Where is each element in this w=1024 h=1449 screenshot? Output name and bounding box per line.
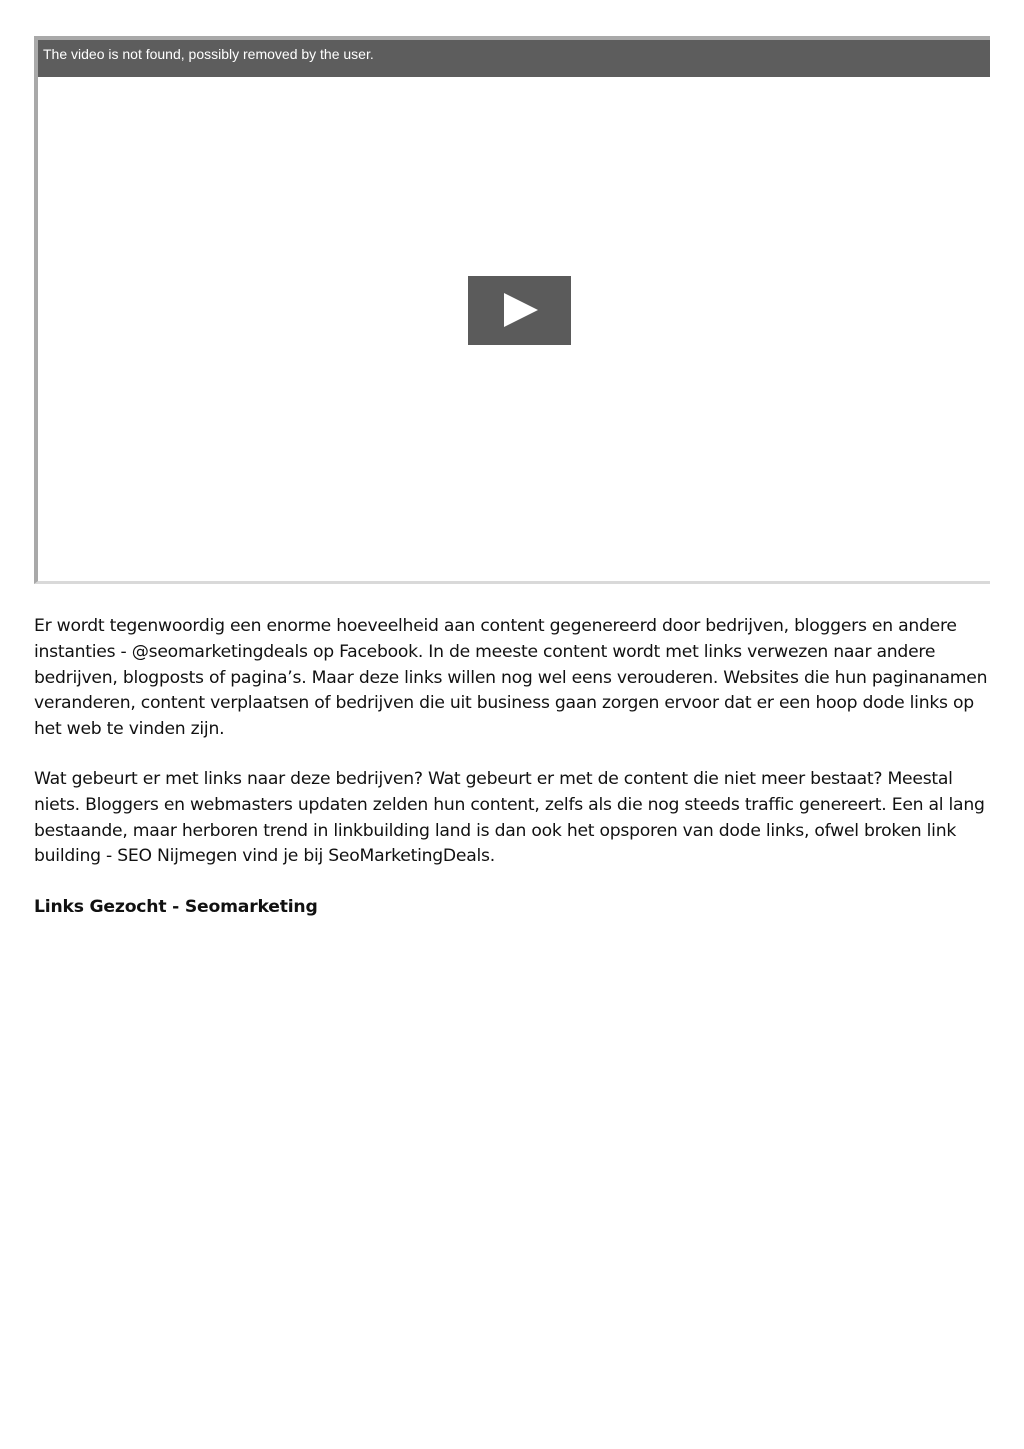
video-embed[interactable]: [34, 36, 990, 584]
play-icon: [504, 293, 538, 327]
article-body: [34, 614, 992, 920]
play-button[interactable]: [468, 276, 571, 345]
video-error-message: The video is not found, possibly removed by the user.: [43, 46, 374, 62]
video-error-bar: [38, 40, 990, 77]
article-paragraph: Wat gebeurt er met links naar deze bedrijven? Wat gebeurt er met de content die niet meer bestaat? Meestal niets. Bloggers en webmasters updaten zelden hun content, zelfs als die nog steeds traffic genereert. Een al lang bestaande, maar herboren trend in linkbuilding land is dan ook het opsporen van dode links, ofwel broken link building - SEO Nijmegen vind je bij SeoMarketingDeals.: [34, 768, 985, 867]
article-paragraph: Er wordt tegenwoordig een enorme hoeveelheid aan content gegenereerd door bedrijven, bloggers en andere instanties - @seomarketingdeals op Facebook. In de meeste content wordt met links verwezen naar andere bedrijven, blogposts of pagina’s. Maar deze links willen nog wel eens verouderen. Websites die hun paginanamen veranderen, content verplaatsen of bedrijven die uit business gaan zorgen ervoor dat er een hoop dode links op het web te vinden zijn.: [34, 616, 988, 740]
article-heading: Links Gezocht - Seomarketing: [34, 897, 318, 918]
